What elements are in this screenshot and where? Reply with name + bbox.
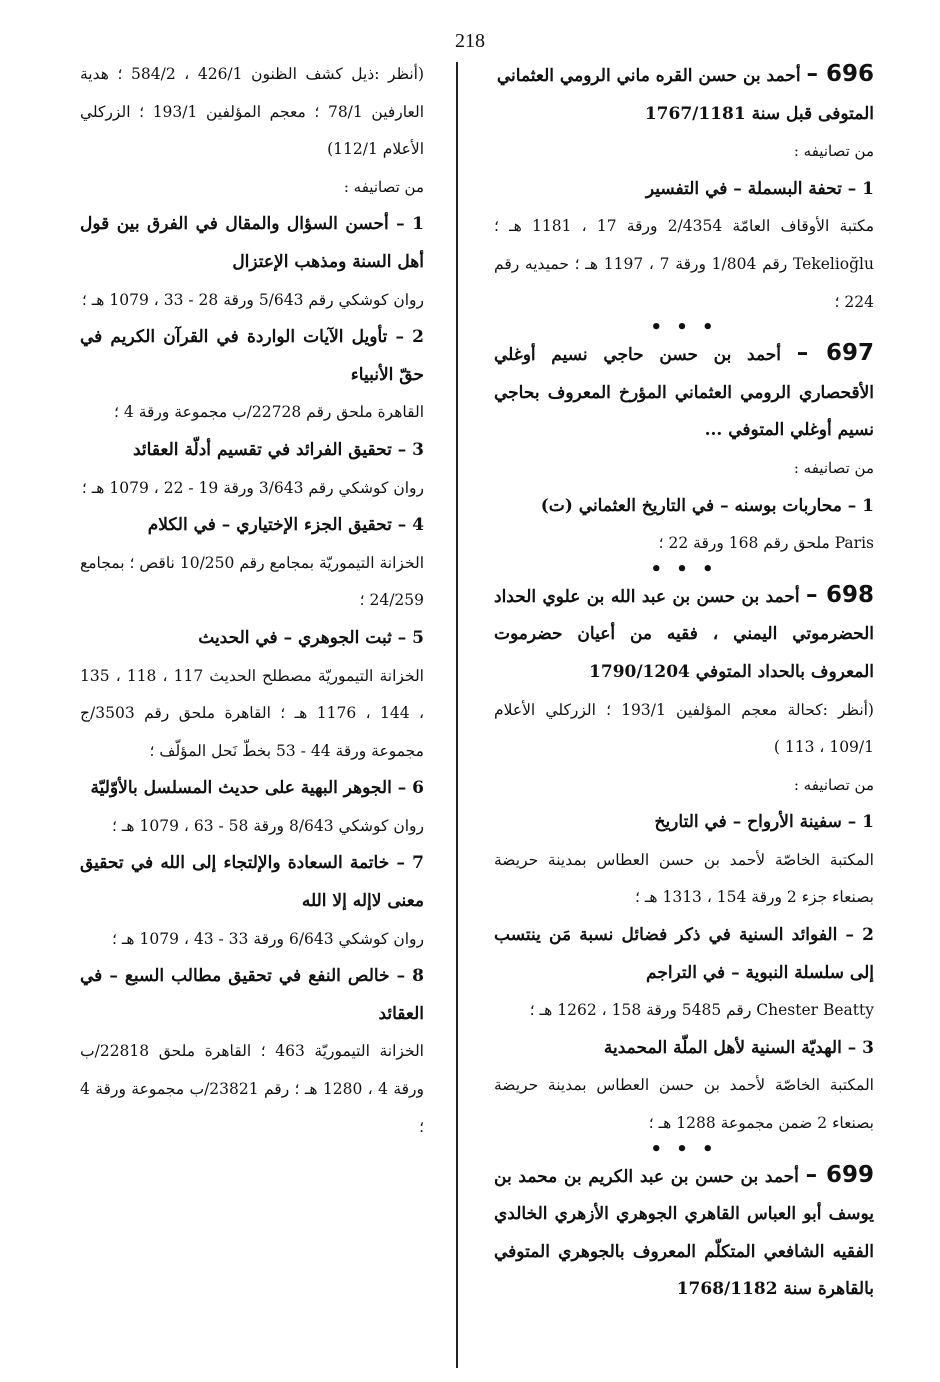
entry-see-also: (أنظر :كحالة معجم المؤلفين 193/1 ؛ الزركلي الأعلام 109/1 ، 113 ) (494, 700, 874, 757)
work-title: 1 – تحفة البسملة – في التفسير (645, 178, 874, 199)
work-title: 7 – خاتمة السعادة والإلتجاء إلى الله في تحقيق معنى لاإله إلا الله (80, 853, 424, 912)
entry-number: 699 – (805, 1161, 874, 1188)
works-label: من تصانيفه : (793, 775, 874, 794)
entry-699-heading (494, 1157, 874, 1309)
work-reference: الخزانة التيموريّة بمجامع رقم 10/250 ناقص ؛ بمجامع 24/259 ؛ (80, 553, 425, 610)
work-title: 8 – خالص النفع في تحقيق مطالب السبع – في العقائد (80, 966, 424, 1024)
left-column (80, 56, 424, 1146)
work-title: 1 – أحسن السؤال والمقال في الفرق بين قول أهل السنة ومذهب الإعتزال (80, 214, 424, 272)
entry-number: 696 – (806, 61, 874, 87)
work-title: 1 – محاربات بوسنه – في التاريخ العثماني (ت) (540, 495, 874, 516)
work-title: 3 – الهديّة السنية لأهل الملّة المحمدية (603, 1037, 874, 1058)
separator: • • • (650, 317, 718, 339)
work-reference: روان كوشكي رقم 5/643 ورقة 28 - 33 ، 1079 هـ ؛ (81, 290, 424, 309)
work-title: 1 – سفينة الأرواح – في التاريخ (654, 812, 874, 833)
work-title: 2 – الفوائد السنية في ذكر فضائل نسبة مَن ينتسب إلى سلسلة النبوية – في التراجم (494, 925, 874, 983)
column-divider (456, 62, 458, 1368)
work-title: 4 – تحقيق الجزء الإختياري – في الكلام (147, 515, 424, 536)
entry-number: 697 – (796, 340, 874, 367)
page-number: 218 (455, 30, 485, 52)
entry-title: أحمد بن حسن بن عبد الكريم بن محمد بن يوسف أبو العباس القاهري الجوهري الأزهري الخالدي الفقيه الشافعي المتكلّم المعروف بالجوهري المتوفي بالقاهرة سنة 1768/1182 (494, 1166, 874, 1300)
entry-698-heading (494, 577, 874, 692)
work-reference: روان كوشكي رقم 3/643 ورقة 19 - 22 ، 1079 هـ ؛ (81, 478, 424, 497)
right-column (494, 56, 874, 1309)
work-reference: الخزانة التيموريّة مصطلح الحديث 117 ، 118 ، 135 ، 144 ، 1176 هـ ؛ القاهرة ملحق رقم 3503/ج مجموعة ورقة 44 - 53 بخطّ نَحل المؤلّف ؛ (80, 666, 424, 760)
work-reference: المكتبة الخاصّة لأحمد بن حسن العطاس بمدينة حريضة بصنعاء جزء 2 ورقة 154 ، 1313 هـ ؛ (494, 850, 874, 907)
work-reference: Chester Beatty رقم 5485 ورقة 158 ، 1262 هـ ؛ (529, 1001, 874, 1020)
works-label: من تصانيفه : (793, 458, 874, 477)
works-label: من تصانيفه : (793, 142, 874, 161)
entry-title: أحمد بن حسن القره ماني الرومي العثماني (496, 66, 801, 86)
work-title: 2 – تأويل الآيات الواردة في القرآن الكريم في حقّ الأنبياء (80, 327, 424, 385)
work-reference: المكتبة الخاصّة لأحمد بن حسن العطاس بمدينة حريضة بصنعاء 2 ضمن مجموعة 1288 هـ ؛ (494, 1076, 874, 1133)
work-reference: Paris ملحق رقم 168 ورقة 22 ؛ (658, 534, 874, 553)
entry-697-heading (494, 335, 874, 450)
entry-number: 698 – (806, 581, 875, 608)
work-title: 5 – ثبت الجوهري – في الحديث (198, 627, 424, 648)
separator: • • • (650, 558, 718, 580)
work-reference: روان كوشكي 6/643 ورقة 33 - 43 ، 1079 هـ ؛ (112, 929, 424, 948)
work-reference: الخزانة التيموريّة 463 ؛ القاهرة ملحق 22818/ب ورقة 4 ، 1280 هـ ؛ رقم 23821/ب مجموعة ورقة 4 ؛ (80, 1042, 425, 1136)
work-reference: القاهرة ملحق رقم 22728/ب مجموعة ورقة 4 ؛ (114, 403, 424, 422)
work-title: 3 – تحقيق الفرائد في تقسيم أدلّة العقائد (132, 439, 424, 460)
works-label: من تصانيفه : (343, 177, 424, 196)
entry-696-death: المتوفى قبل سنة 1767/1181 (644, 103, 874, 124)
work-reference: مكتبة الأوقاف العامّة 2/4354 ورقة 17 ، 1181 هـ ؛ Tekelioğlu رقم 1/804 ورقة 7 ، 1197 هـ ؛ حميديه رقم 224 ؛ (494, 217, 874, 311)
entry-see-also: (أنظر :ذيل كشف الظنون 426/1 ، 584/2 ؛ هدية العارفين 78/1 ؛ معجم المؤلفين 193/1 ؛ الزركلي الأعلام 112/1) (80, 65, 424, 159)
work-title: 6 – الجوهر البهية على حديث المسلسل بالأوّليّة (90, 778, 424, 799)
entry-696-heading (494, 56, 874, 96)
entry-title: أحمد بن حسن بن عبد الله بن علوي الحداد الحضرموتي اليمني ، فقيه من أعيان حضرموت المعروف بالحداد المتوفي 1790/1204 (494, 586, 874, 682)
work-reference: روان كوشكي 8/643 ورقة 58 - 63 ، 1079 هـ ؛ (112, 816, 424, 835)
separator: • • • (650, 1138, 718, 1160)
entry-title: أحمد بن حسن حاجي نسيم أوغلي الأقحصاري الرومي العثماني المؤرخ المعروف بحاجي نسيم أوغلي المتوفي ... (494, 345, 874, 441)
